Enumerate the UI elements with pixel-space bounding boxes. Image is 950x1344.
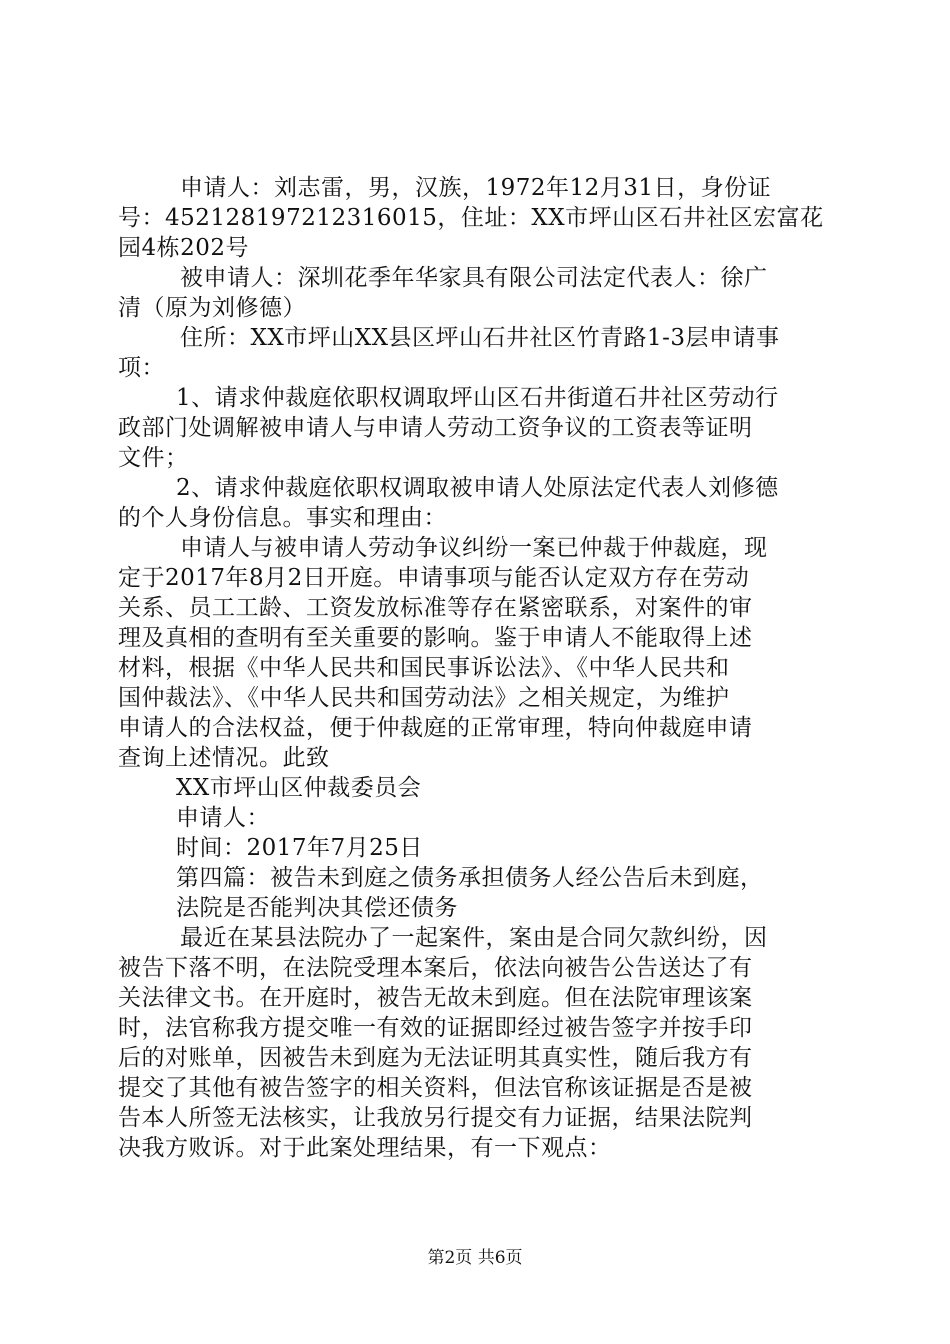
text-line: 提交了其他有被告签字的相关资料，但法官称该证据是否是被 bbox=[118, 1075, 753, 1101]
text-line: 清（原为刘修德） bbox=[118, 295, 306, 321]
text-line: 申请人：刘志雷，男，汉族，1972年12月31日，身份证 bbox=[180, 175, 772, 201]
text-line: 政部门处调解被申请人与申请人劳动工资争议的工资表等证明 bbox=[118, 415, 753, 441]
document-body bbox=[118, 173, 838, 1163]
text-line: 决我方败诉。对于此案处理结果，有一下观点： bbox=[118, 1135, 612, 1161]
text-line: 申请人的合法权益，便于仲裁庭的正常审理，特向仲裁庭申请 bbox=[118, 715, 753, 741]
text-line: 项： bbox=[118, 355, 165, 381]
text-line: 时，法官称我方提交唯一有效的证据即经过被告签字并按手印 bbox=[118, 1015, 753, 1041]
text-line: 后的对账单，因被告未到庭为无法证明其真实性，随后我方有 bbox=[118, 1045, 753, 1071]
text-line: 住所：XX市坪山XX县区坪山石井社区竹青路1-3层申请事 bbox=[180, 325, 780, 351]
text-line: 园4栋202号 bbox=[118, 235, 250, 261]
page-number-footer: 第2页 共6页 bbox=[427, 1248, 523, 1268]
text-line: 告本人所签无法核实，让我放另行提交有力证据，结果法院判 bbox=[118, 1105, 753, 1131]
text-line: 号：452128197212316015，住址：XX市坪山区石井社区宏富花 bbox=[118, 205, 824, 231]
text-line: 材料，根据《中华人民共和国民事诉讼法》、《中华人民共和 bbox=[118, 655, 730, 681]
text-line: 2、请求仲裁庭依职权调取被申请人处原法定代表人刘修德 bbox=[176, 475, 779, 501]
text-line: XX市坪山区仲裁委员会 bbox=[176, 775, 422, 801]
text-line: 关法律文书。在开庭时，被告无故未到庭。但在法院审理该案 bbox=[118, 985, 753, 1011]
text-line: 定于2017年8月2日开庭。申请事项与能否认定双方存在劳动 bbox=[118, 565, 750, 591]
text-line: 最近在某县法院办了一起案件，案由是合同欠款纠纷，因 bbox=[180, 925, 768, 951]
text-line: 理及真相的查明有至关重要的影响。鉴于申请人不能取得上述 bbox=[118, 625, 753, 651]
text-line: 的个人身份信息。事实和理由： bbox=[118, 505, 447, 531]
text-line: 1、请求仲裁庭依职权调取坪山区石井街道石井社区劳动行 bbox=[176, 385, 779, 411]
section-heading: 第四篇：被告未到庭之债务承担债务人经公告后未到庭， bbox=[176, 865, 764, 891]
text-line: 时间：2017年7月25日 bbox=[176, 835, 423, 861]
text-line: 被告下落不明，在法院受理本案后，依法向被告公告送达了有 bbox=[118, 955, 753, 981]
text-line: 申请人： bbox=[176, 805, 270, 831]
text-line: 国仲裁法》、《中华人民共和国劳动法》之相关规定，为维护 bbox=[118, 685, 730, 711]
text-line: 文件； bbox=[118, 445, 189, 471]
text-line: 关系、员工工龄、工资发放标准等存在紧密联系，对案件的审 bbox=[118, 595, 753, 621]
text-line: 申请人与被申请人劳动争议纠纷一案已仲裁于仲裁庭，现 bbox=[180, 535, 768, 561]
text-line: 查询上述情况。此致 bbox=[118, 745, 330, 771]
section-heading: 法院是否能判决其偿还债务 bbox=[176, 895, 458, 921]
text-line: 被申请人：深圳花季年华家具有限公司法定代表人：徐广 bbox=[180, 265, 768, 291]
